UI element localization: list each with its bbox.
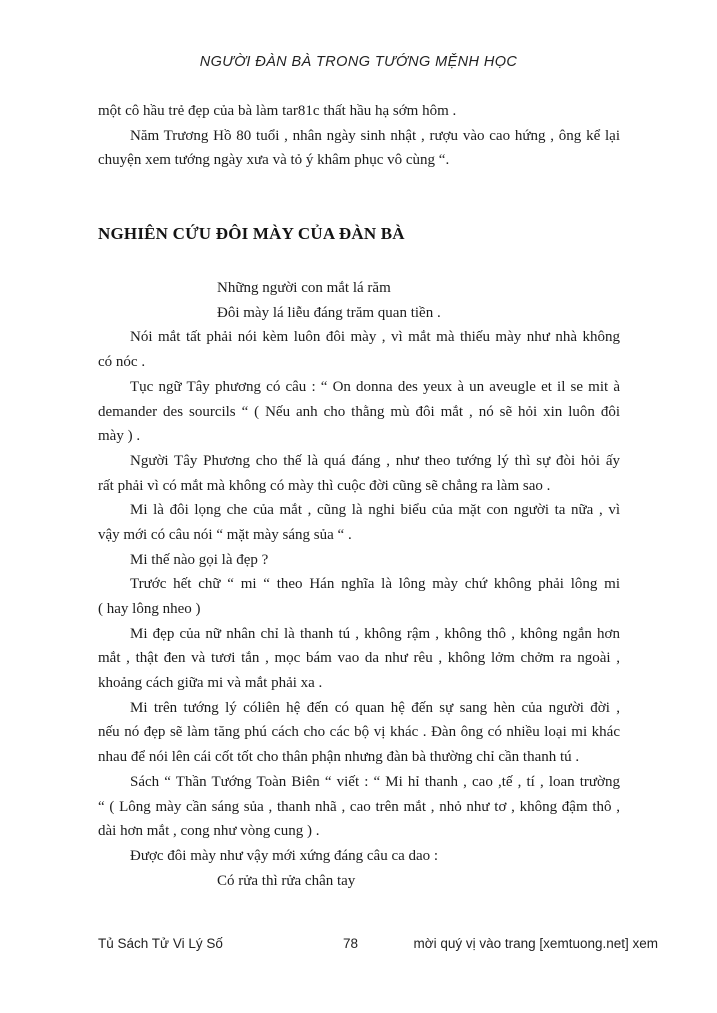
text-line: Mi là đôi lọng che của mắt , cũng là nghi biểu của mặt con người ta nữa , vì: [130, 502, 620, 519]
text-line: vậy mới có câu nói “ mặt mày sáng sủa “ .: [98, 526, 352, 543]
paragraph: [98, 622, 620, 696]
text-line: Nói mắt tất phải nói kèm luôn đôi mày , vì mắt mà thiếu mày như nhà không: [130, 329, 620, 346]
text-line: Có rửa thì rửa chân tay: [217, 872, 356, 889]
text-line: Người Tây Phương cho thế là quá đáng , như theo tướng lý thì sự đòi hỏi ấy: [130, 452, 620, 469]
page-body: [98, 99, 620, 893]
footer-series-title: Tủ Sách Tử Vi Lý Số: [98, 936, 223, 951]
section-heading: NGHIÊN CỨU ĐÔI MÀY CỦA ĐÀN BÀ: [98, 224, 405, 244]
footer-site-note: mời quý vị vào trang [xemtuong.net] xem: [413, 936, 658, 951]
verse-block: [98, 276, 620, 325]
paragraph: [98, 124, 620, 173]
text-line: Những người con mắt lá răm: [217, 280, 391, 297]
text-line: có nóc .: [98, 354, 146, 371]
text-line: Sách “ Thần Tướng Toàn Biên “ viết : “ Mi hỉ thanh , cao ,tế , tí , loan trường: [130, 773, 620, 790]
text-line: chuyện xem tướng ngày xưa và tỏ ý khâm phục vô cùng “.: [98, 152, 450, 169]
text-line: một cô hầu trẻ đẹp của bà làm tar81c thất hầu hạ sớm hôm .: [98, 103, 457, 119]
text-line: Mi đẹp của nữ nhân chỉ là thanh tú , không rậm , không thô , không ngắn hơn: [130, 625, 620, 642]
paragraph: [98, 498, 620, 547]
text-line: khoảng cách giữa mi và mắt phải xa .: [98, 675, 323, 692]
text-line: rất phải vì có mắt mà không có mày thì cuộc đời cũng sẽ chẳng ra làm sao .: [98, 477, 551, 494]
paragraph: [98, 770, 620, 844]
text-line: Mi thế nào gọi là đẹp ?: [130, 551, 269, 568]
text-line: mắt , thật đen và tươi tắn , mọc bám vao da như rêu , không lởm chởm ra ngoài ,: [98, 650, 620, 667]
text-line: ( hay lông nheo ): [98, 601, 201, 617]
paragraph: [98, 572, 620, 621]
text-line: Được đôi mày như vậy mới xứng đáng câu ca dao :: [130, 847, 439, 864]
page-footer: [98, 936, 658, 956]
text-line: Năm Trương Hồ 80 tuổi , nhân ngày sinh nhật , rượu vào cao hứng , ông kể lại: [130, 127, 620, 144]
verse-block: [98, 869, 620, 894]
text-line: nếu nó đẹp sẽ làm tăng phú cách cho các bộ vị khác . Đàn ông có nhiều loại mi khác: [98, 724, 620, 741]
text-line: “ ( Lông mày cần sáng sủa , thanh nhã , cao trên mắt , nhỏ như tơ , không đậm thô ,: [98, 798, 620, 815]
paragraph: [98, 99, 620, 124]
text-line: nhau để nói lên cái cốt tốt cho thân phận nhưng đàn bà thường chỉ cần thanh tú .: [98, 749, 580, 766]
text-line: mày ) .: [98, 428, 141, 445]
text-line: dài hơn mắt , cong như vòng cung ) .: [98, 823, 320, 840]
text-line: Tục ngữ Tây phương có câu : “ On donna des yeux à un aveugle et il se mit à: [130, 378, 620, 395]
paragraph: [98, 375, 620, 449]
paragraph: [98, 844, 620, 869]
text-line: Mi trên tướng lý cóliên hệ đến có quan hệ đến sự sang hèn của người đời ,: [130, 699, 620, 716]
paragraph: [98, 325, 620, 374]
paragraph: [98, 548, 620, 573]
running-header: NGƯỜI ĐÀN BÀ TRONG TƯỚNG MỆNH HỌC: [199, 54, 518, 70]
paragraph: [98, 696, 620, 770]
text-line: demander des sourcils “ ( Nếu anh cho thằng mù đôi mắt , nó sẽ hỏi xin luôn đôi: [98, 403, 620, 420]
paragraph: [98, 449, 620, 498]
text-line: Trước hết chữ “ mi “ theo Hán nghĩa là lông mày chứ không phải lông mi: [130, 576, 620, 593]
footer-page-number: 78: [343, 936, 359, 951]
text-line: Đôi mày lá liễu đáng trăm quan tiền .: [217, 304, 441, 321]
